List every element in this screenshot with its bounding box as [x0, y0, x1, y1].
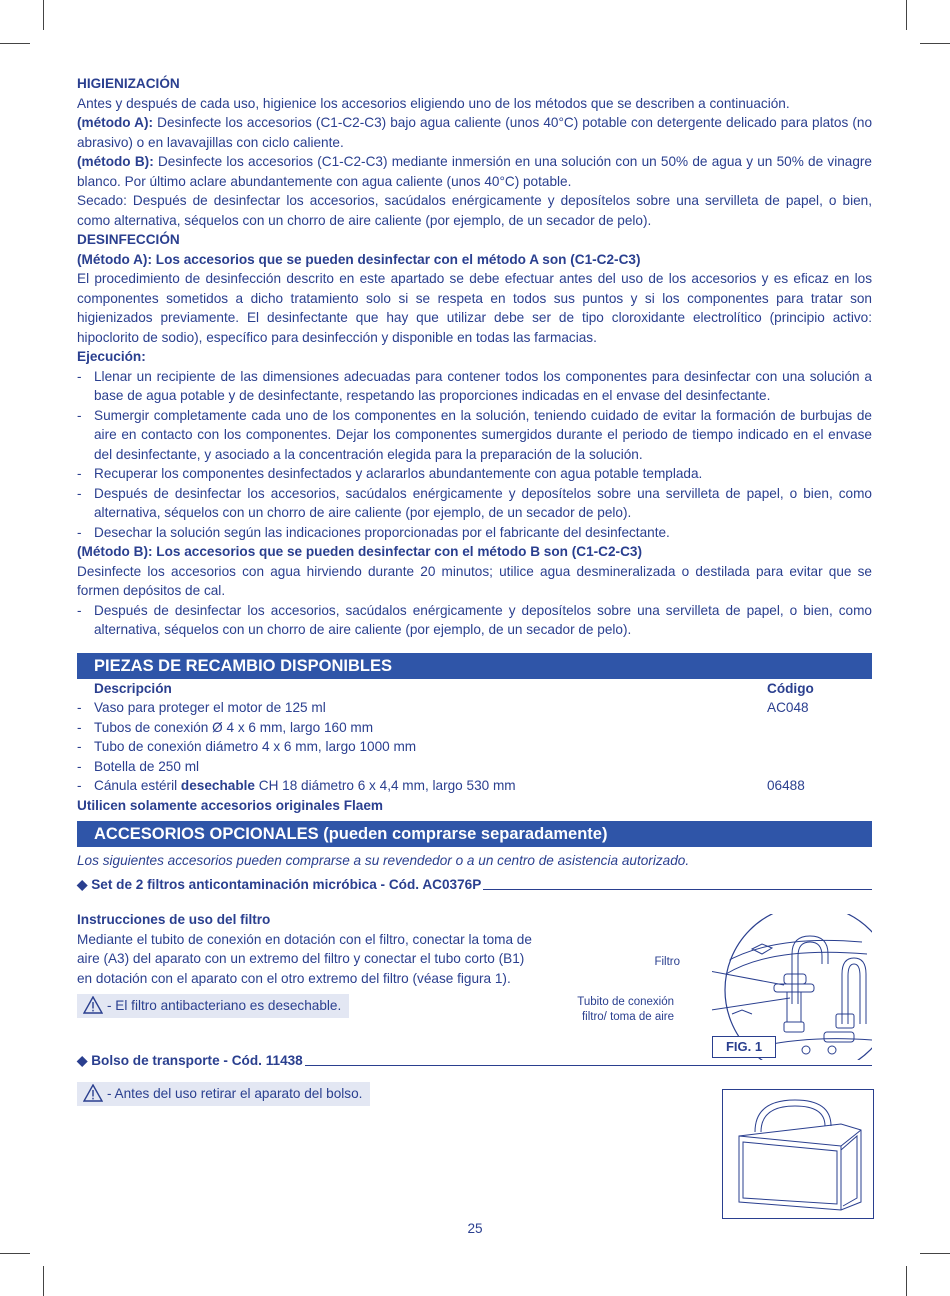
warning-note-filter: - El filtro antibacteriano es desechable.	[77, 994, 349, 1018]
section-bar-spares: PIEZAS DE RECAMBIO DISPONIBLES	[77, 653, 872, 679]
warning-note-bag: - Antes del uso retirar el aparato del bolso.	[77, 1082, 370, 1106]
accessory-heading-filter: ◆ Set de 2 filtros anticontaminación micróbica - Cód. AC0376P	[77, 875, 872, 895]
list-item: - Desechar la solución según las indicaciones proporcionadas por el fabricante del desinfectante.	[77, 524, 670, 540]
crop-mark	[0, 1253, 30, 1254]
paragraph	[77, 152, 872, 191]
optional-intro: Los siguientes accesorios pueden comprarse a su revendedor o a un centro de asistencia autorizado.	[77, 853, 690, 868]
bag-icon	[723, 1090, 873, 1218]
crop-mark	[920, 1253, 950, 1254]
method-text: Desinfecte los accesorios (C1-C2-C3) bajo agua caliente (unos 40°C) potable con detergente delicado para platos (no abrasivo) o en lavavajillas con ciclo caliente.	[77, 115, 872, 150]
figure-label-filter: Filtro	[654, 956, 680, 968]
table-row: - Tubos de conexión Ø 4 x 6 mm, largo 160 mm	[77, 719, 374, 735]
section-title-higienizacion: HIGIENIZACIÓN	[77, 76, 180, 91]
table-header	[77, 679, 872, 699]
paragraph	[77, 113, 872, 152]
spares-note: Utilicen solamente accesorios originales Flaem	[77, 797, 383, 813]
paragraph: Antes y después de cada uso, higienice los accesorios eligiendo uno de los métodos que se describen a continuación.	[77, 95, 790, 111]
paragraph: Mediante el tubito de conexión en dotación con el filtro, conectar la toma de aire (A3) del aparato con un extremo del filtro y conectar el tubo corto (B1) en dotación con el aparato con el otro extremo del filtro (véase figura 1).	[77, 931, 532, 986]
table-row: - Cánula estéril desechable CH 18 diámetro 6 x 4,4 mm, largo 530 mm 06488	[77, 778, 805, 793]
paragraph: Desinfecte los accesorios con agua hirviendo durante 20 minutos; utilice agua desmineralizada o destilada para evitar que se formen depósitos de cal.	[77, 563, 872, 598]
paragraph: El procedimiento de desinfección descrito en este apartado se debe efectuar antes del uso de los accesorios y es eficaz en los componentes sometidos a dicho tratamiento solo si se respeta en todos sus puntos y si los componentes para tratar son higienizados previamente. El desinfectante que hay que utilizar debe ser de tipo cloroxidante electrolítico (principio activo: hipoclorito de sodio), específico para desinfección y disponible en todas las farmacias.	[77, 271, 872, 345]
table-row: - Botella de 250 ml	[77, 758, 200, 774]
table-row: - Vaso para proteger el motor de 125 ml AC048	[77, 700, 809, 715]
crop-mark	[906, 1266, 907, 1296]
list-item: - Después de desinfectar los accesorios, sacúdalos enérgicamente y deposítelos sobre una servilleta de papel, o bien, como alternativa, séquelos con un chorro de aire caliente (por ejemplo, de un secador de pelo).	[77, 602, 872, 637]
subsection-title: Instrucciones de uso del filtro	[77, 912, 271, 927]
table-row: - Tubo de conexión diámetro 4 x 6 mm, largo 1000 mm	[77, 739, 417, 754]
subsection-title: (Método B): Los accesorios que se pueden desinfectar con el método B son (C1-C2-C3)	[77, 544, 642, 559]
crop-mark	[920, 43, 950, 44]
list-item: - Recuperar los componentes desinfectados y aclararlos abundantemente con agua potable templada.	[77, 466, 703, 481]
figure-label-tube: Tubito de conexión filtro/ toma de aire	[577, 996, 674, 1023]
bag-illustration-frame	[722, 1089, 874, 1219]
column-header-code: Código	[767, 680, 814, 696]
list-item: - Sumergir completamente cada uno de los componentes en la solución, teniendo cuidado de evitar la formación de burbujas de aire en contacto con los componentes. Dejar los componentes sumergidos durante el periodo de tiempo indicado en el envase del desinfectante, y asociado a la concentración elegida para la preparación de la solución.	[77, 407, 872, 462]
section-title-desinfeccion: DESINFECCIÓN	[77, 232, 180, 247]
crop-mark	[0, 43, 30, 44]
crop-mark	[906, 0, 907, 30]
list-item: - Llenar un recipiente de las dimensiones adecuadas para contener todos los componentes para desinfectar con una solución a base de agua potable y de desinfectante, respetando las proporciones indicadas en el envase del desinfectante.	[77, 368, 872, 403]
figure-caption: FIG. 1	[712, 1036, 776, 1058]
column-header-description: Descripción	[94, 680, 172, 696]
warning-icon	[83, 1084, 103, 1102]
warning-icon	[83, 996, 103, 1014]
method-label: (método A):	[77, 115, 154, 130]
method-text: Desinfecte los accesorios (C1-C2-C3) mediante inmersión en una solución con un 50% de agua y un 50% de vinagre blanco. Por último aclare abundantemente con agua caliente (unos 40°C) potable.	[77, 154, 872, 189]
subsection-title: Ejecución:	[77, 349, 146, 364]
paragraph: Secado: Después de desinfectar los accesorios, sacúdalos enérgicamente y deposítelos sobre una servilleta de papel, o bien, como alternativa, séquelos con un chorro de aire caliente (por ejemplo, de un secador de pelo).	[77, 193, 872, 228]
filter-instructions	[77, 910, 535, 988]
accessory-heading-bag: ◆ Bolso de transporte - Cód. 11438	[77, 1051, 872, 1071]
page-number: 25	[467, 1221, 483, 1236]
crop-mark	[43, 0, 44, 30]
method-label: (método B):	[77, 154, 154, 169]
subsection-title: (Método A): Los accesorios que se pueden desinfectar con el método A son (C1-C2-C3)	[77, 251, 641, 267]
section-bar-optional: ACCESORIOS OPCIONALES (pueden comprarse separadamente)	[77, 821, 872, 847]
list-item: - Después de desinfectar los accesorios, sacúdalos enérgicamente y deposítelos sobre una servilleta de papel, o bien, como alternativa, séquelos con un chorro de aire caliente (por ejemplo, de un secador de pelo).	[77, 485, 872, 520]
crop-mark	[43, 1266, 44, 1296]
